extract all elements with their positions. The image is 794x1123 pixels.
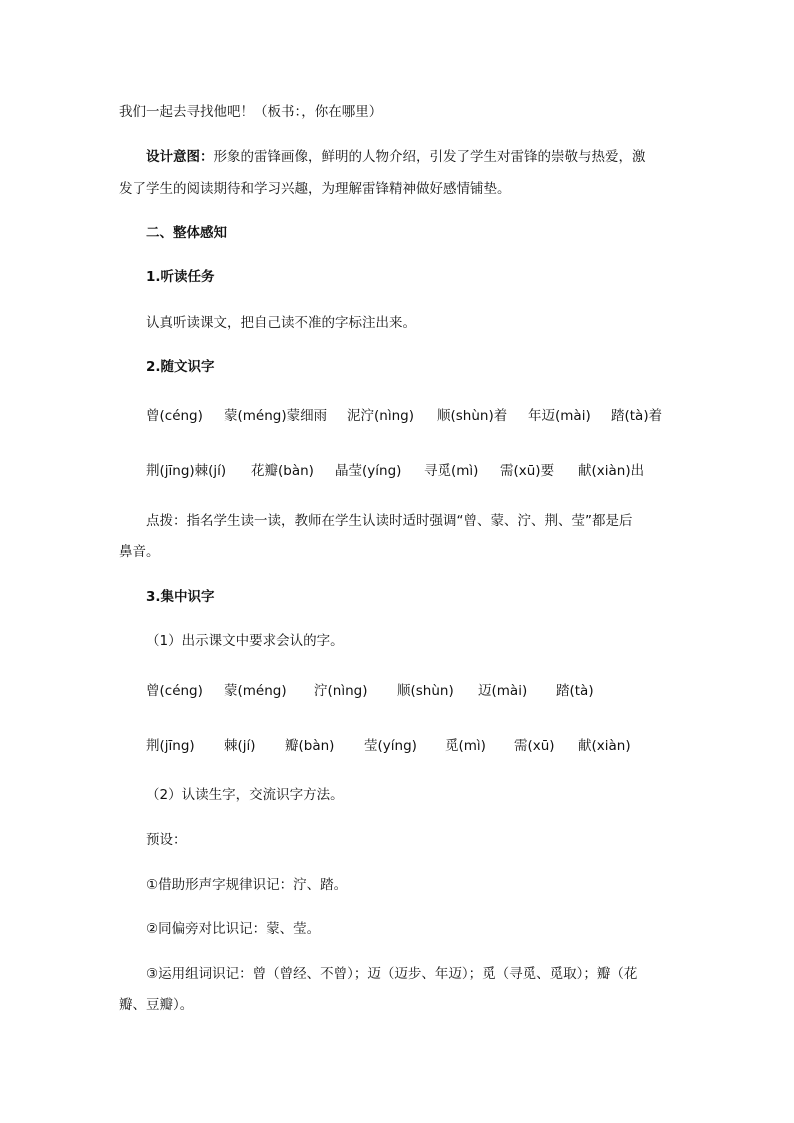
s3-method-3-line2: 瓣、豆瓣）。 (119, 997, 194, 1013)
intro-paragraph (119, 101, 794, 123)
word-item: 花瓣(bàn) (251, 463, 314, 479)
word-item: 蒙(méng)蒙细雨 (224, 408, 328, 424)
word-item: 顺(shùn)着 (437, 408, 508, 424)
word-item: 踏(tà)着 (611, 408, 663, 424)
word-item: 荆(jīng)棘(jí) (146, 463, 227, 479)
s2-word-row-2 (0, 460, 794, 482)
word-item: 泥泞(nìng) (347, 408, 414, 424)
s3-sub2: （2）认读生字，交流识字方法。 (146, 787, 344, 803)
word-item: 曾(céng) (146, 408, 203, 424)
char-item: 泞(nìng) (314, 683, 368, 699)
s2-tip-line1: 点拨：指名学生读一读，教师在学生认读时适时强调“曾、蒙、泞、荆、莹”都是后 (146, 513, 633, 529)
s3-method-1: ①借助形声字规律识记：泞、踏。 (146, 877, 348, 893)
design-intent-line2 (119, 178, 794, 200)
design-intent-label: 设计意图： (146, 149, 214, 165)
s1-text: 认真听读课文，把自己读不准的字标注出来。 (146, 315, 416, 331)
char-item: 瓣(bàn) (285, 738, 335, 754)
section-title: 二、整体感知 (146, 225, 227, 241)
s2-tip-line2: 鼻音。 (119, 544, 160, 560)
s3-sub1: （1）出示课文中要求会认的字。 (146, 633, 344, 649)
word-item: 寻觅(mì) (424, 463, 479, 479)
word-item: 晶莹(yíng) (335, 463, 402, 479)
char-item: 顺(shùn) (397, 683, 454, 699)
word-item: 需(xū)要 (500, 463, 555, 479)
s3-title: 3.集中识字 (146, 589, 215, 605)
design-intent-text1: 形象的雷锋画像，鲜明的人物介绍，引发了学生对雷锋的崇敬与热爱，激 (213, 149, 646, 165)
char-item: 曾(céng) (146, 683, 203, 699)
char-item: 需(xū) (514, 738, 555, 754)
s3-preset: 预设： (146, 832, 187, 848)
word-item: 年迈(mài) (528, 408, 591, 424)
char-item: 献(xiàn) (578, 738, 631, 754)
design-intent-text2: 发了学生的阅读期待和学习兴趣，为理解雷锋精神做好感情铺垫。 (119, 181, 511, 197)
char-item: 荆(jīng) (146, 738, 195, 754)
char-item: 莹(yíng) (364, 738, 417, 754)
char-item: 觅(mì) (445, 738, 486, 754)
char-item: 棘(jí) (224, 738, 256, 754)
char-item: 踏(tà) (556, 683, 594, 699)
s3-method-3-line1: ③运用组词识记：曾（曾经、不曾）；迈（迈步、年迈）；觅（寻觅、觅取）；瓣（花 (146, 966, 638, 982)
s2-word-row-1 (0, 405, 794, 427)
s2-title: 2.随文识字 (146, 359, 215, 375)
s3-char-row-2 (0, 735, 794, 757)
intro-text: 我们一起去寻找他吧！（板书：，你在哪里） (119, 104, 383, 120)
s1-title: 1.听读任务 (146, 269, 215, 285)
design-intent-line1 (146, 146, 794, 168)
s3-char-row-1 (0, 680, 794, 702)
s3-method-2: ②同偏旁对比识记：蒙、莹。 (146, 921, 321, 937)
char-item: 蒙(méng) (224, 683, 287, 699)
char-item: 迈(mài) (478, 683, 528, 699)
word-item: 献(xiàn)出 (578, 463, 645, 479)
